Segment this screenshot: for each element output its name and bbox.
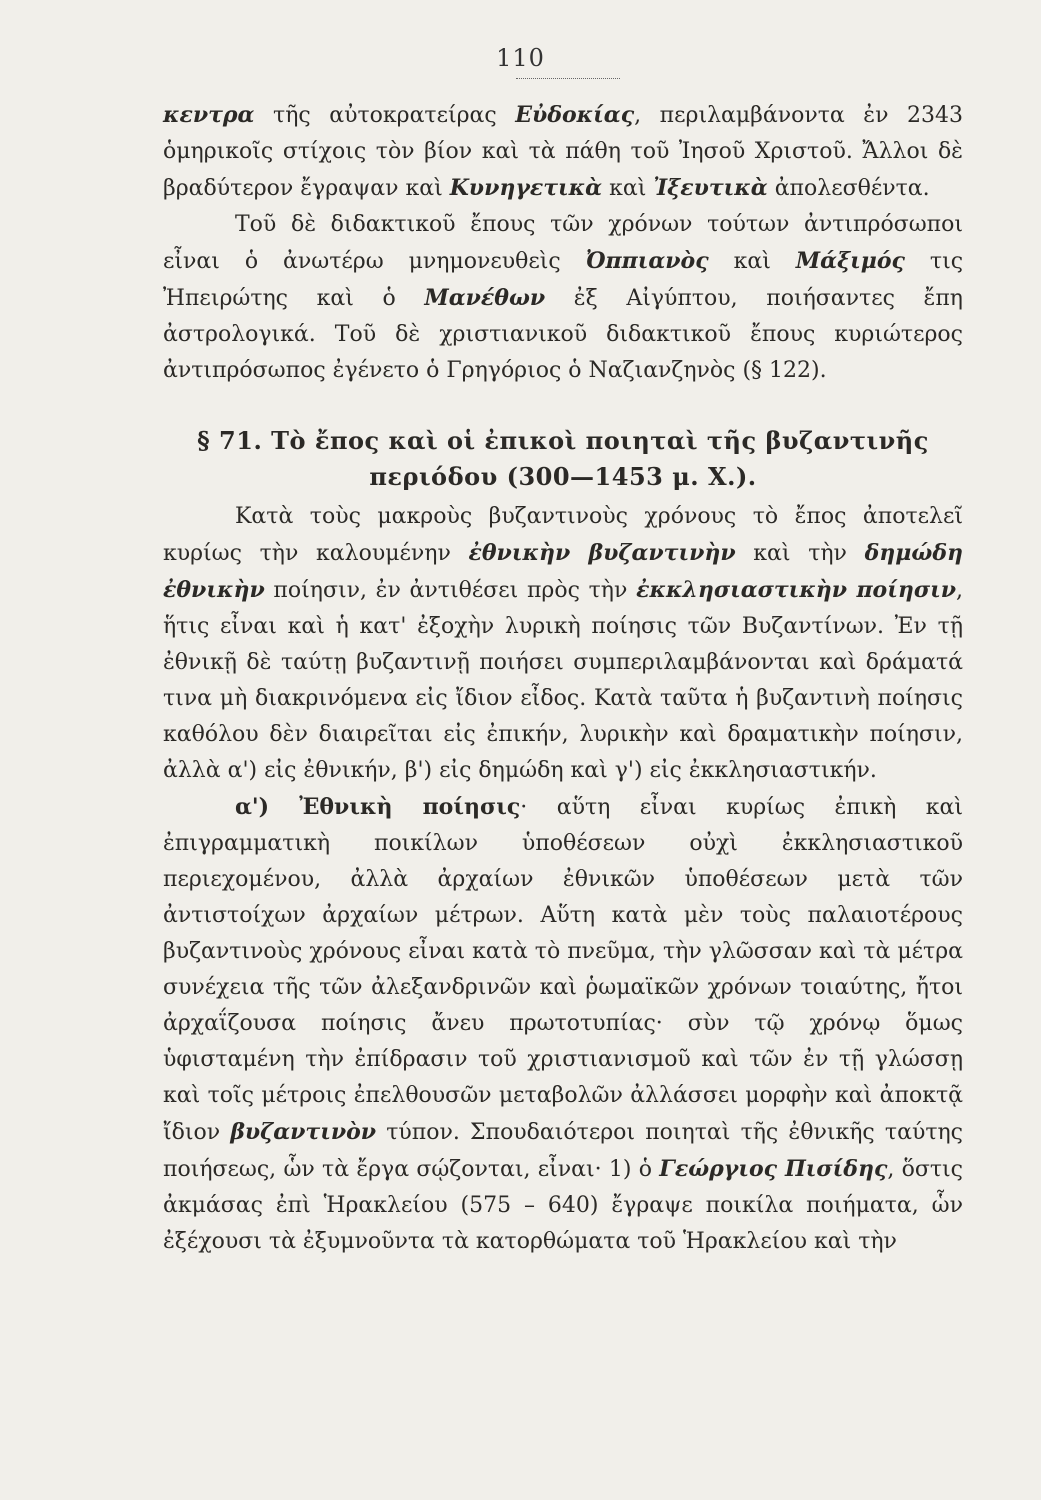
page-body: [163, 97, 963, 1260]
section-heading-line-1: § 71. Τὸ ἔπος καὶ οἱ ἐπικοὶ ποιηταὶ τῆς βυζαντινῆς: [197, 426, 929, 455]
text-run: , ἥτις εἶναι καὶ ἡ κατ' ἐξοχὴν λυρικὴ ποίησις τῶν Βυζαντίνων. Ἐν τῇ ἐθνικῇ δὲ ταύτῃ βυζαντινῇ ποιήσει συμπεριλαμβάνονται καὶ δράματά τινα μὴ διακρινόμενα εἰς ἴδιον εἶδος. Κατὰ ταῦτα ἡ βυζαντινὴ ποίησις καθόλου δὲν διαιρεῖται εἰς ἐπικήν, λυρικὴν καὶ δραματικὴν ποίησιν, ἀλλὰ α') εἰς ἐθνικήν, β') εἰς δημώδη καὶ γ') εἰς ἐκκλησιαστικήν.: [163, 578, 963, 783]
section-heading-line-2: περιόδου (300—1453 μ. Χ.).: [369, 462, 757, 491]
text-run: Μάξιμός: [795, 248, 905, 274]
text-run: τις Ἠπειρώτης καὶ ὁ: [163, 249, 964, 311]
text-run: Τοῦ δὲ διδακτικοῦ ἔπους τῶν χρόνων τούτων ἀντιπρόσωποι εἶναι ὁ ἀνωτέρω μνημονευθεὶς: [163, 212, 963, 274]
paragraph-2: [163, 207, 963, 389]
page-number: 110: [496, 44, 545, 72]
text-run: , περιλαμβάνοντα ἐν 2343 ὁμηρικοῖς στίχοις τὸν βίον καὶ τὰ πάθη τοῦ Ἰησοῦ Χριστοῦ. Ἄλλοι δὲ βραδύτερον ἔγραψαν καὶ: [163, 103, 964, 201]
text-run: ἐθνικὴν βυζαντινὴν: [468, 540, 736, 566]
text-run: καὶ τὴν: [735, 541, 865, 566]
paragraph-1: [163, 97, 963, 207]
text-run: Ὀππιανὸς: [585, 248, 709, 274]
text-run: καὶ: [708, 249, 796, 274]
text-run: ἐξ Αἰγύπτου, ποιήσαντες ἔπη ἀστρολογικά. Τοῦ δὲ χριστιανικοῦ διδακτικοῦ ἔπους κυριώτερος ἀντιπρόσωπος ἐγένετο ὁ Γρηγόριος ὁ Ναζιανζηνὸς (§ 122).: [163, 286, 963, 383]
text-run: καὶ: [602, 176, 654, 201]
text-run: ποίησιν, ἐν ἀντιθέσει πρὸς τὴν: [264, 578, 637, 603]
text-run: τύπον. Σπουδαιότεροι ποιηταὶ τῆς ἐθνικῆς ταύτης ποιήσεως, ὧν τὰ ἔργα σῴζονται, εἶναι· 1) ὁ: [163, 1120, 963, 1182]
text-run: Ἰξευτικὰ: [653, 175, 768, 201]
text-run: Μανέθων: [424, 285, 546, 311]
subsection-title: α') Ἐθνικὴ ποίησις: [235, 794, 521, 820]
text-run: · αὕτη εἶναι κυρίως ἐπικὴ καὶ ἐπιγραμματικὴ ποικίλων ὑποθέσεων οὐχὶ ἐκκλησιαστικοῦ περιεχομένου, ἀλλὰ ἀρχαίων ἐθνικῶν ὑποθέσεων μετὰ τῶν ἀντιστοίχων ἀρχαίων μέτρων. Αὕτη κατὰ μὲν τοὺς παλαιοτέρους βυζαντινοὺς χρόνους εἶναι κατὰ τὸ πνεῦμα, τὴν γλῶσσαν καὶ τὰ μέτρα συνέχεια τῆς τῶν ἀλεξανδρινῶν καὶ ῥωμαϊκῶν χρόνων τοιαύτης, ἤτοι ἀρχαΐζουσα ποίησις ἄνευ πρωτοτυπίας· σὺν τῷ χρόνῳ ὅμως ὑφισταμένη τὴν ἐπίδρασιν τοῦ χριστιανισμοῦ καὶ τῶν ἐν τῇ γλώσσῃ καὶ τοῖς μέτροις ἐπελθουσῶν μεταβολῶν ἀλλάσσει μορφὴν καὶ ἀποκτᾷ ἴδιον: [163, 795, 964, 1145]
text-run: , ὅστις ἀκμάσας ἐπὶ Ἡρακλείου (575 – 640) ἔγραψε ποικίλα ποιήματα, ὧν ἐξέχουσι τὰ ἐξυμνοῦντα τὰ κατορθώματα τοῦ Ἡρακλείου καὶ τὴν: [163, 1157, 963, 1254]
section-heading: [163, 423, 963, 495]
text-run: Εὐδοκίας: [515, 102, 635, 128]
text-run: Κατὰ τοὺς μακροὺς βυζαντινοὺς χρόνους τὸ ἔπος ἀποτελεῖ κυρίως τὴν καλουμένην: [163, 504, 963, 566]
text-run: τῆς αὐτοκρατείρας: [254, 103, 516, 128]
text-run: Γεώργιος Πισίδης: [659, 1156, 888, 1182]
page-number-rule: [516, 78, 620, 79]
text-run: ἀπολεσθέντα.: [767, 176, 930, 201]
text-run: δημώδη ἐθνικὴν: [163, 540, 964, 603]
text-run: ἐκκλησιαστικὴν ποίησιν: [636, 577, 956, 603]
paragraph-3: [163, 499, 963, 789]
text-run: βυζαντινὸν: [230, 1119, 377, 1145]
text-run: κεντρα: [163, 102, 255, 128]
text-run: Κυνηγετικὰ: [449, 175, 603, 201]
paragraph-4: [163, 789, 963, 1260]
